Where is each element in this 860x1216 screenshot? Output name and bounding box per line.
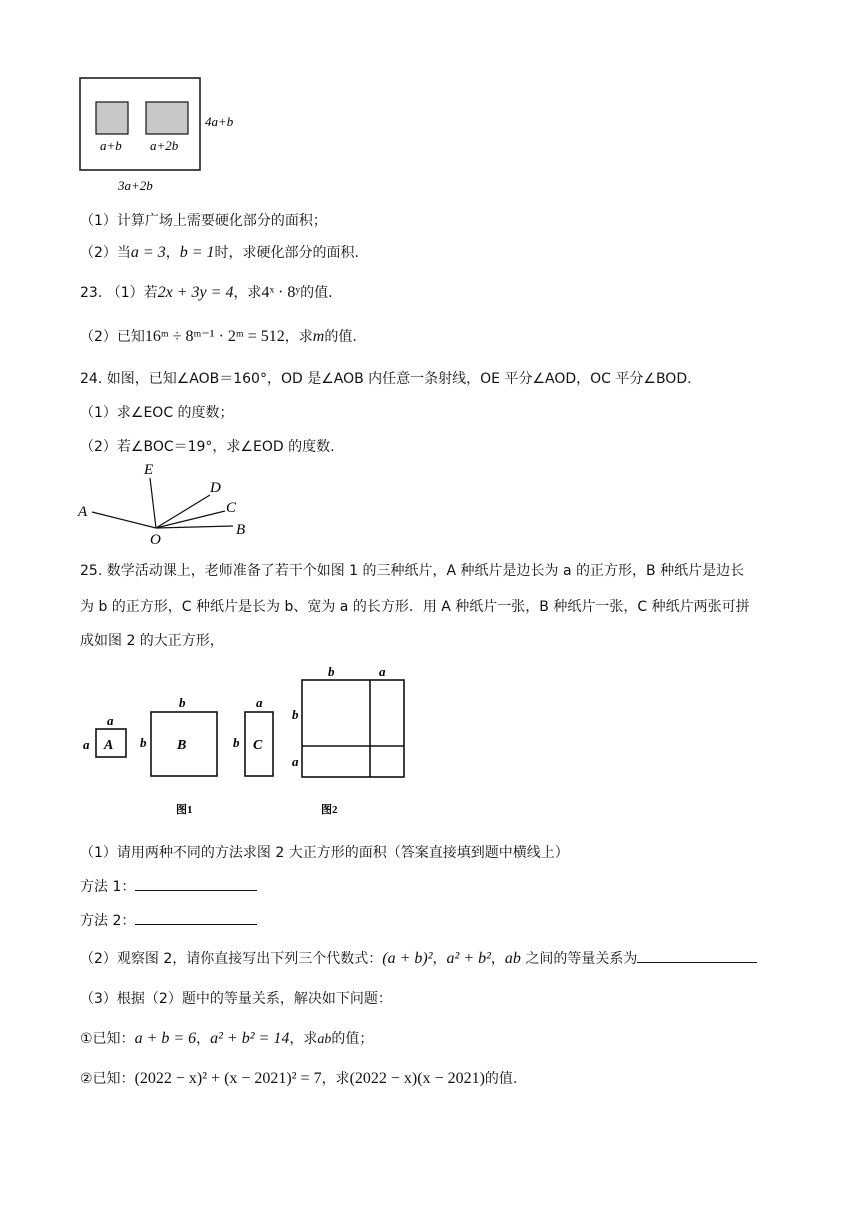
- subq2-mid: ，求: [321, 1071, 350, 1087]
- q25-part1: （1）请用两种不同的方法求图 2 大正方形的面积（答案直接填到题中横线上）: [80, 845, 569, 861]
- piece-A-top-a: a: [107, 713, 114, 728]
- q25-line2: 为 b 的正方形，C 种纸片是长为 b、宽为 a 的长方形．用 A 种纸片一张，B 种纸片一张，C 种纸片两张可拼: [80, 599, 750, 615]
- q23-p2-mid: ，求: [284, 329, 313, 345]
- big-square: [302, 680, 404, 777]
- paper-pieces-figure: [74, 665, 414, 825]
- label-O: O: [150, 532, 161, 548]
- shaded-rect-left: [96, 102, 128, 134]
- ray-OE: [150, 478, 156, 528]
- label-a-plus-b: a+b: [100, 138, 122, 153]
- q22-part2: [80, 242, 359, 262]
- piece-B-top-b: b: [179, 695, 186, 710]
- q25-line3: 成如图 2 的大正方形，: [80, 633, 224, 649]
- ray-OA: [92, 512, 156, 528]
- method1-answer-blank[interactable]: [135, 878, 257, 891]
- subq2-prefix: ②已知：: [80, 1071, 135, 1087]
- q25-line1: 25. 数学活动课上，老师准备了若干个如图 1 的三种纸片，A 种纸片是边长为 a 的正方形，B 种纸片是边长: [80, 563, 745, 579]
- label-E: E: [144, 462, 154, 478]
- piece-C-top-a: a: [256, 695, 263, 710]
- fig2-caption: 图2: [321, 804, 338, 816]
- q22-part1: （1）计算广场上需要硬化部分的面积；: [80, 213, 327, 229]
- q23-p1-mid: ，求: [233, 285, 262, 301]
- q25-p2-prefix: （2）观察图 2，请你直接写出下列三个代数式：: [80, 951, 383, 967]
- q23-part2: [80, 326, 357, 346]
- label-3a-plus-2b: 3a+2b: [118, 178, 153, 193]
- q25-method2: [80, 910, 257, 930]
- q23-p2-equation: 16ᵐ ÷ 8ᵐ⁻¹ · 2ᵐ = 512: [144, 328, 285, 345]
- q23-p1-prefix: （1）若: [106, 285, 158, 301]
- fig2-left-b: b: [292, 707, 299, 722]
- method2-answer-blank[interactable]: [135, 912, 257, 925]
- q25-part2: [80, 948, 757, 968]
- label-a-plus-2b: a+2b: [150, 138, 179, 153]
- q23-number: 23.: [80, 285, 103, 301]
- subq2-equation: (2022 − x)² + (x − 2021)² = 7: [134, 1070, 322, 1087]
- q23-part1: [80, 282, 333, 302]
- method1-label: 方法 1：: [80, 879, 136, 895]
- ray-OB: [156, 526, 233, 528]
- subq1-prefix: ①已知：: [80, 1031, 135, 1047]
- q25-p2-suffix: 之间的等量关系为: [520, 951, 638, 967]
- relation-answer-blank[interactable]: [637, 950, 757, 963]
- ray-OC: [156, 511, 225, 528]
- subq1-eq2: a² + b² = 14: [210, 1030, 290, 1047]
- expr-a2-plus-b2: a² + b²: [446, 950, 491, 967]
- label-B: B: [236, 522, 246, 538]
- piece-C-label: C: [253, 738, 263, 753]
- fig2-top-b: b: [328, 665, 335, 679]
- subq1-eq1: a + b = 6: [134, 1030, 197, 1047]
- ray-OD: [156, 495, 210, 528]
- q24-intro: 24. 如图，已知∠AOB＝160°，OD 是∠AOB 内任意一条射线，OE 平分∠AOD，OC 平分∠BOD.: [80, 371, 692, 387]
- q23-equation: 2x + 3y = 4: [157, 284, 234, 301]
- label-C: C: [226, 500, 237, 516]
- q25-subq1: [80, 1028, 373, 1048]
- subq1-var: ab: [317, 1032, 332, 1047]
- q22-p2-suffix: 时，求硬化部分的面积.: [214, 245, 359, 261]
- q22-a-value: a = 3: [130, 244, 166, 261]
- q23-p1-suffix: 的值.: [300, 285, 333, 301]
- label-A: A: [78, 504, 88, 520]
- q25-part3: （3）根据（2）题中的等量关系，解决如下问题：: [80, 991, 392, 1007]
- fig2-top-a: a: [379, 665, 386, 679]
- subq2-suffix: 的值.: [484, 1071, 518, 1087]
- q25-p2-sep1: ，: [432, 951, 447, 967]
- fig1-caption: 图1: [176, 804, 193, 816]
- method2-label: 方法 2：: [80, 913, 136, 929]
- piece-A-left-a: a: [83, 737, 90, 752]
- piece-C-left-b: b: [233, 735, 240, 750]
- q25-method1: [80, 876, 257, 896]
- shaded-rect-right: [146, 102, 188, 134]
- q23-p2-prefix: （2）已知: [80, 329, 145, 345]
- piece-B-left-b: b: [140, 735, 147, 750]
- fig2-left-a: a: [292, 754, 299, 769]
- expr-ab: ab: [504, 950, 521, 967]
- q22-p2-comma: ，: [165, 245, 180, 261]
- q25-p2-sep2: ，: [490, 951, 505, 967]
- angle-figure: [70, 458, 270, 548]
- subq1-suffix: 的值；: [331, 1031, 374, 1047]
- piece-A-label: A: [104, 738, 114, 753]
- q23-p2-suffix: 的值.: [324, 329, 357, 345]
- label-4a-plus-b: 4a+b: [205, 114, 234, 129]
- subq1-mid: ，求: [289, 1031, 318, 1047]
- label-D: D: [210, 480, 221, 496]
- expr-a-plus-b-squared: (a + b)²: [382, 950, 433, 967]
- subq1-sep: ，: [196, 1031, 211, 1047]
- q25-subq2: [80, 1068, 517, 1088]
- piece-B-label: B: [177, 738, 187, 753]
- q24-part1: （1）求∠EOC 的度数；: [80, 405, 234, 421]
- q22-p2-prefix: （2）当: [80, 245, 131, 261]
- q23-expression: 4ˣ · 8ʸ: [261, 284, 301, 301]
- q24-part2: （2）若∠BOC＝19°，求∠EOD 的度数.: [80, 439, 335, 455]
- subq2-expression: (2022 − x)(x − 2021): [349, 1070, 485, 1087]
- plaza-figure: [70, 70, 260, 200]
- q22-b-value: b = 1: [179, 244, 215, 261]
- q23-var-m: m: [312, 328, 325, 345]
